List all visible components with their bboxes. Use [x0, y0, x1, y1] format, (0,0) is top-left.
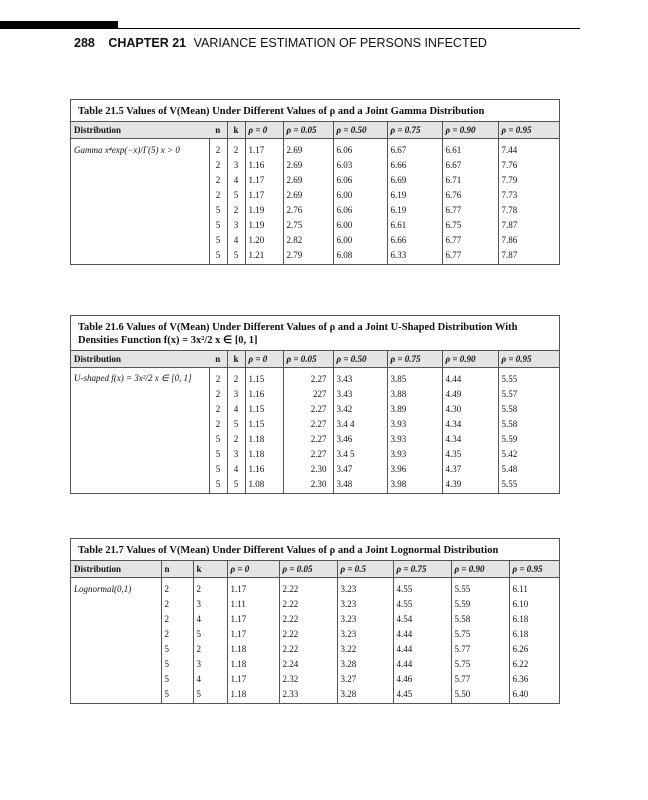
table-row [71, 686, 559, 703]
table-cell: 7.78 [498, 202, 559, 217]
table-cell: 6.36 [509, 671, 559, 686]
table-cell: 4.44 [393, 641, 451, 656]
table-cell: 1.17 [227, 578, 279, 597]
distribution-cell [71, 401, 209, 416]
table-cell: 2.22 [279, 611, 337, 626]
table-cell: 5 [209, 446, 227, 461]
table-row [71, 446, 559, 461]
table-caption: Table 21.7 Values of V(Mean) Under Different Values of ρ and a Joint Lognormal Distribution [78, 545, 499, 556]
table-cell: 6.06 [333, 202, 387, 217]
col-header: ρ = 0.5 [337, 561, 393, 578]
header-row [71, 351, 559, 368]
table-cell: 6.71 [442, 172, 498, 187]
data-table [71, 121, 559, 264]
table-cell: 5.55 [498, 476, 559, 493]
table-cell: 2.30 [283, 461, 333, 476]
table-cell: 2 [209, 401, 227, 416]
table-cell: 1.08 [245, 476, 283, 493]
table-cell: 5.42 [498, 446, 559, 461]
table-cell: 6.00 [333, 217, 387, 232]
table-cell: 6.18 [509, 611, 559, 626]
table-cell: 2 [193, 578, 227, 597]
table-cell: 2 [193, 641, 227, 656]
table-body [71, 578, 559, 704]
table-cell: 4 [227, 401, 245, 416]
table-cell: 2.27 [283, 416, 333, 431]
table-cell: 3.28 [337, 656, 393, 671]
col-header: ρ = 0.50 [333, 351, 387, 368]
col-header: ρ = 0 [245, 122, 283, 139]
table-cell: 2.69 [283, 139, 333, 158]
table-cell: 2.24 [279, 656, 337, 671]
table-cell: 1.17 [245, 187, 283, 202]
table-cell: 2.69 [283, 187, 333, 202]
table-cell: 3.98 [387, 476, 442, 493]
table-cell: 6.61 [387, 217, 442, 232]
table-cell: 5 [209, 217, 227, 232]
table-cell: 4.37 [442, 461, 498, 476]
col-header: Distribution [71, 122, 209, 139]
table-cell: 5 [209, 202, 227, 217]
table-cell: 1.18 [227, 686, 279, 703]
chapter-label: CHAPTER 21 [108, 36, 187, 50]
col-header: ρ = 0.75 [387, 122, 442, 139]
table-caption: Table 21.6 Values of V(Mean) Under Different Values of ρ and a Joint U-Shaped Distribution With Densities Function f(x) = 3x²/2 x ∈ [0, 1] [78, 322, 518, 346]
table-cell: 4 [227, 172, 245, 187]
table-cell: 2.82 [283, 232, 333, 247]
table-cell: 1.21 [245, 247, 283, 264]
table-cell: 2 [209, 386, 227, 401]
distribution-cell [71, 202, 209, 217]
table-cell: 1.19 [245, 202, 283, 217]
table-cell: 5 [209, 232, 227, 247]
table-cell: 5.59 [498, 431, 559, 446]
col-header: ρ = 0.90 [451, 561, 509, 578]
table-cell: 5 [227, 416, 245, 431]
table-cell: 4.46 [393, 671, 451, 686]
table-21-7 [70, 538, 560, 704]
table-cell: 3 [227, 446, 245, 461]
table-row [71, 626, 559, 641]
table-cell: 6.06 [333, 172, 387, 187]
table-cell: 4.55 [393, 596, 451, 611]
table-cell: 7.44 [498, 139, 559, 158]
table-cell: 5.75 [451, 626, 509, 641]
table-cell: 1.18 [245, 446, 283, 461]
distribution-cell [71, 386, 209, 401]
table-cell: 6.00 [333, 232, 387, 247]
col-header: ρ = 0.05 [283, 351, 333, 368]
table-cell: 6.66 [387, 232, 442, 247]
col-header: ρ = 0.95 [498, 351, 559, 368]
distribution-cell [71, 626, 161, 641]
table-cell: 5 [227, 476, 245, 493]
table-cell: 5 [161, 686, 193, 703]
table-cell: 2 [227, 368, 245, 387]
table-row [71, 401, 559, 416]
distribution-cell [71, 217, 209, 232]
col-header: ρ = 0.75 [393, 561, 451, 578]
table-row [71, 671, 559, 686]
table-cell: 3.4 4 [333, 416, 387, 431]
distribution-cell [71, 187, 209, 202]
table-cell: 3 [227, 157, 245, 172]
table-body [71, 139, 559, 265]
distribution-cell [71, 671, 161, 686]
table-cell: 6.03 [333, 157, 387, 172]
table-row [71, 476, 559, 493]
table-cell: 3.47 [333, 461, 387, 476]
table-cell: 5.55 [451, 578, 509, 597]
table-cell: 3.93 [387, 416, 442, 431]
table-cell: 6.18 [509, 626, 559, 641]
table-cell: 6.11 [509, 578, 559, 597]
table-cell: 2 [227, 431, 245, 446]
data-table [71, 350, 559, 493]
table-cell: 1.17 [227, 611, 279, 626]
table-cell: 6.26 [509, 641, 559, 656]
table-cell: 1.15 [245, 401, 283, 416]
table-cell: 7.76 [498, 157, 559, 172]
table-cell: 3 [227, 217, 245, 232]
table-cell: 6.76 [442, 187, 498, 202]
table-cell: 6.33 [387, 247, 442, 264]
table-cell: 3.93 [387, 431, 442, 446]
table-row [71, 172, 559, 187]
distribution-cell [71, 611, 161, 626]
table-cell: 3.23 [337, 611, 393, 626]
table-cell: 3.28 [337, 686, 393, 703]
table-cell: 5 [209, 461, 227, 476]
table-row [71, 611, 559, 626]
table-cell: 1.17 [227, 626, 279, 641]
table-row [71, 368, 559, 387]
table-21-5 [70, 99, 560, 265]
col-header: ρ = 0.50 [333, 122, 387, 139]
table-cell: 6.77 [442, 232, 498, 247]
col-header: ρ = 0.05 [283, 122, 333, 139]
table-cell: 6.66 [387, 157, 442, 172]
table-body [71, 368, 559, 494]
table-cell: 4 [193, 611, 227, 626]
table-cell: 1.17 [245, 172, 283, 187]
data-table [71, 560, 559, 703]
distribution-cell: Gamma x⁴exp(−x)/Γ(5) x > 0 [74, 144, 180, 155]
table-cell: 5 [227, 187, 245, 202]
table-cell: 4.30 [442, 401, 498, 416]
table-cell: 3.27 [337, 671, 393, 686]
table-cell: 1.20 [245, 232, 283, 247]
table-cell: 5 [161, 641, 193, 656]
table-row [71, 157, 559, 172]
table-cell: 6.67 [387, 139, 442, 158]
distribution-cell [71, 232, 209, 247]
table-cell: 227 [283, 386, 333, 401]
table-cell: 5.57 [498, 386, 559, 401]
table-cell: 4.44 [393, 656, 451, 671]
table-cell: 2.30 [283, 476, 333, 493]
col-header: ρ = 0.90 [442, 122, 498, 139]
table-cell: 6.69 [387, 172, 442, 187]
table-cell: 2.76 [283, 202, 333, 217]
col-header: ρ = 0.05 [279, 561, 337, 578]
header-row [71, 561, 559, 578]
table-cell: 5 [209, 247, 227, 264]
table-cell: 5.58 [498, 416, 559, 431]
table-cell: 7.87 [498, 217, 559, 232]
table-cell: 2 [161, 626, 193, 641]
running-head [74, 36, 487, 50]
table-cell: 3.43 [333, 386, 387, 401]
distribution-cell [71, 416, 209, 431]
table-cell: 4.39 [442, 476, 498, 493]
table-caption: Table 21.5 Values of V(Mean) Under Different Values of ρ and a Joint Gamma Distribution [78, 106, 485, 117]
table-cell: 2 [209, 172, 227, 187]
distribution-cell [71, 431, 209, 446]
table-cell: 2.22 [279, 596, 337, 611]
table-cell: 2.22 [279, 626, 337, 641]
table-cell: 4.45 [393, 686, 451, 703]
distribution-cell [71, 641, 161, 656]
table-cell: 2.32 [279, 671, 337, 686]
table-cell: 4 [227, 232, 245, 247]
table-row [71, 641, 559, 656]
table-cell: 7.73 [498, 187, 559, 202]
table-cell: 7.86 [498, 232, 559, 247]
distribution-cell [71, 461, 209, 476]
table-cell: 3.89 [387, 401, 442, 416]
table-cell: 7.87 [498, 247, 559, 264]
table-cell: 5 [161, 671, 193, 686]
page-number: 288 [74, 36, 95, 50]
table-cell: 2 [161, 578, 193, 597]
table-cell: 3 [193, 596, 227, 611]
table-cell: 2 [209, 139, 227, 158]
table-cell: 2.22 [279, 578, 337, 597]
table-cell: 2 [209, 368, 227, 387]
table-cell: 1.16 [245, 157, 283, 172]
col-header: k [227, 122, 245, 139]
table-cell: 1.15 [245, 416, 283, 431]
header-rule-line [0, 28, 580, 29]
table-cell: 1.18 [227, 656, 279, 671]
table-cell: 2.33 [279, 686, 337, 703]
col-header: Distribution [71, 561, 161, 578]
table-row [71, 247, 559, 264]
table-cell: 4.44 [442, 368, 498, 387]
table-cell: 5.55 [498, 368, 559, 387]
table-cell: 4.35 [442, 446, 498, 461]
table-cell: 1.18 [227, 641, 279, 656]
table-row [71, 386, 559, 401]
table-cell: 3.23 [337, 596, 393, 611]
table-cell: 4.49 [442, 386, 498, 401]
table-cell: 6.67 [442, 157, 498, 172]
col-header: ρ = 0.75 [387, 351, 442, 368]
table-cell: 3.48 [333, 476, 387, 493]
table-cell: 3.85 [387, 368, 442, 387]
header-row [71, 122, 559, 139]
table-cell: 2 [227, 139, 245, 158]
distribution-cell [71, 157, 209, 172]
distribution-cell [71, 446, 209, 461]
col-header: n [161, 561, 193, 578]
table-cell: 5.77 [451, 641, 509, 656]
col-header: ρ = 0.95 [498, 122, 559, 139]
table-cell: 6.19 [387, 202, 442, 217]
table-cell: 2.69 [283, 172, 333, 187]
table-cell: 5.58 [498, 401, 559, 416]
table-cell: 1.18 [245, 431, 283, 446]
table-row [71, 139, 559, 158]
table-cell: 3.22 [337, 641, 393, 656]
table-cell: 2.69 [283, 157, 333, 172]
table-21-6 [70, 315, 560, 494]
table-cell: 1.19 [245, 217, 283, 232]
table-cell: 5.59 [451, 596, 509, 611]
table-row [71, 596, 559, 611]
table-cell: 5.48 [498, 461, 559, 476]
table-cell: 5 [209, 431, 227, 446]
table-cell: 4 [193, 671, 227, 686]
table-cell: 5 [193, 626, 227, 641]
col-header: Distribution [71, 351, 209, 368]
table-cell: 6.75 [442, 217, 498, 232]
table-row [71, 578, 559, 597]
table-cell: 1.16 [245, 386, 283, 401]
table-cell: 2.22 [279, 641, 337, 656]
table-cell: 6.77 [442, 202, 498, 217]
table-row [71, 187, 559, 202]
table-cell: 5.75 [451, 656, 509, 671]
distribution-cell [71, 172, 209, 187]
table-cell: 4.55 [393, 578, 451, 597]
table-cell: 1.15 [245, 368, 283, 387]
table-cell: 6.77 [442, 247, 498, 264]
col-header: ρ = 0 [227, 561, 279, 578]
table-cell: 6.08 [333, 247, 387, 264]
table-cell: 2 [161, 611, 193, 626]
table-cell: 5.50 [451, 686, 509, 703]
table-cell: 2 [227, 202, 245, 217]
table-cell: 4.34 [442, 416, 498, 431]
col-header: n [209, 122, 227, 139]
table-row [71, 202, 559, 217]
table-cell: 3.23 [337, 626, 393, 641]
table-cell: 3.46 [333, 431, 387, 446]
table-cell: 5.77 [451, 671, 509, 686]
table-cell: 6.10 [509, 596, 559, 611]
table-cell: 1.11 [227, 596, 279, 611]
table-row [71, 232, 559, 247]
distribution-cell [71, 596, 161, 611]
table-cell: 4.44 [393, 626, 451, 641]
table-cell: 6.22 [509, 656, 559, 671]
table-cell: 5 [161, 656, 193, 671]
table-cell: 2 [209, 416, 227, 431]
table-cell: 2.27 [283, 431, 333, 446]
table-cell: 6.06 [333, 139, 387, 158]
table-cell: 3.23 [337, 578, 393, 597]
table-cell: 2.79 [283, 247, 333, 264]
distribution-cell: Lognormal(0,1) [74, 583, 132, 594]
table-row [71, 461, 559, 476]
table-cell: 2.27 [283, 401, 333, 416]
table-cell: 1.17 [245, 139, 283, 158]
table-cell: 3.42 [333, 401, 387, 416]
table-cell: 3.4 5 [333, 446, 387, 461]
table-cell: 3.93 [387, 446, 442, 461]
table-cell: 3 [227, 386, 245, 401]
table-cell: 3.43 [333, 368, 387, 387]
table-cell: 1.16 [245, 461, 283, 476]
table-cell: 5.58 [451, 611, 509, 626]
table-cell: 2.27 [283, 446, 333, 461]
table-cell: 5 [193, 686, 227, 703]
chapter-title: VARIANCE ESTIMATION OF PERSONS INFECTED [193, 36, 487, 50]
table-cell: 6.19 [387, 187, 442, 202]
table-cell: 2.27 [283, 368, 333, 387]
distribution-cell [71, 656, 161, 671]
col-header: ρ = 0 [245, 351, 283, 368]
distribution-cell [71, 476, 209, 493]
table-cell: 4.34 [442, 431, 498, 446]
col-header: k [227, 351, 245, 368]
table-cell: 3.96 [387, 461, 442, 476]
table-cell: 5 [209, 476, 227, 493]
table-cell: 3.88 [387, 386, 442, 401]
col-header: ρ = 0.95 [509, 561, 559, 578]
table-row [71, 416, 559, 431]
table-cell: 6.40 [509, 686, 559, 703]
table-cell: 6.61 [442, 139, 498, 158]
table-row [71, 217, 559, 232]
col-header: ρ = 0.90 [442, 351, 498, 368]
table-cell: 2.75 [283, 217, 333, 232]
table-row [71, 656, 559, 671]
table-cell: 4 [227, 461, 245, 476]
table-cell: 5 [227, 247, 245, 264]
table-cell: 6.00 [333, 187, 387, 202]
col-header: n [209, 351, 227, 368]
table-cell: 7.79 [498, 172, 559, 187]
table-cell: 3 [193, 656, 227, 671]
table-cell: 2 [161, 596, 193, 611]
col-header: k [193, 561, 227, 578]
table-cell: 2 [209, 157, 227, 172]
table-cell: 2 [209, 187, 227, 202]
table-cell: 1.17 [227, 671, 279, 686]
distribution-cell: U-shaped f(x) = 3x²/2 x ∈ [0, 1] [74, 373, 192, 383]
table-cell: 4.54 [393, 611, 451, 626]
distribution-cell [71, 686, 161, 703]
distribution-cell [71, 247, 209, 264]
table-row [71, 431, 559, 446]
